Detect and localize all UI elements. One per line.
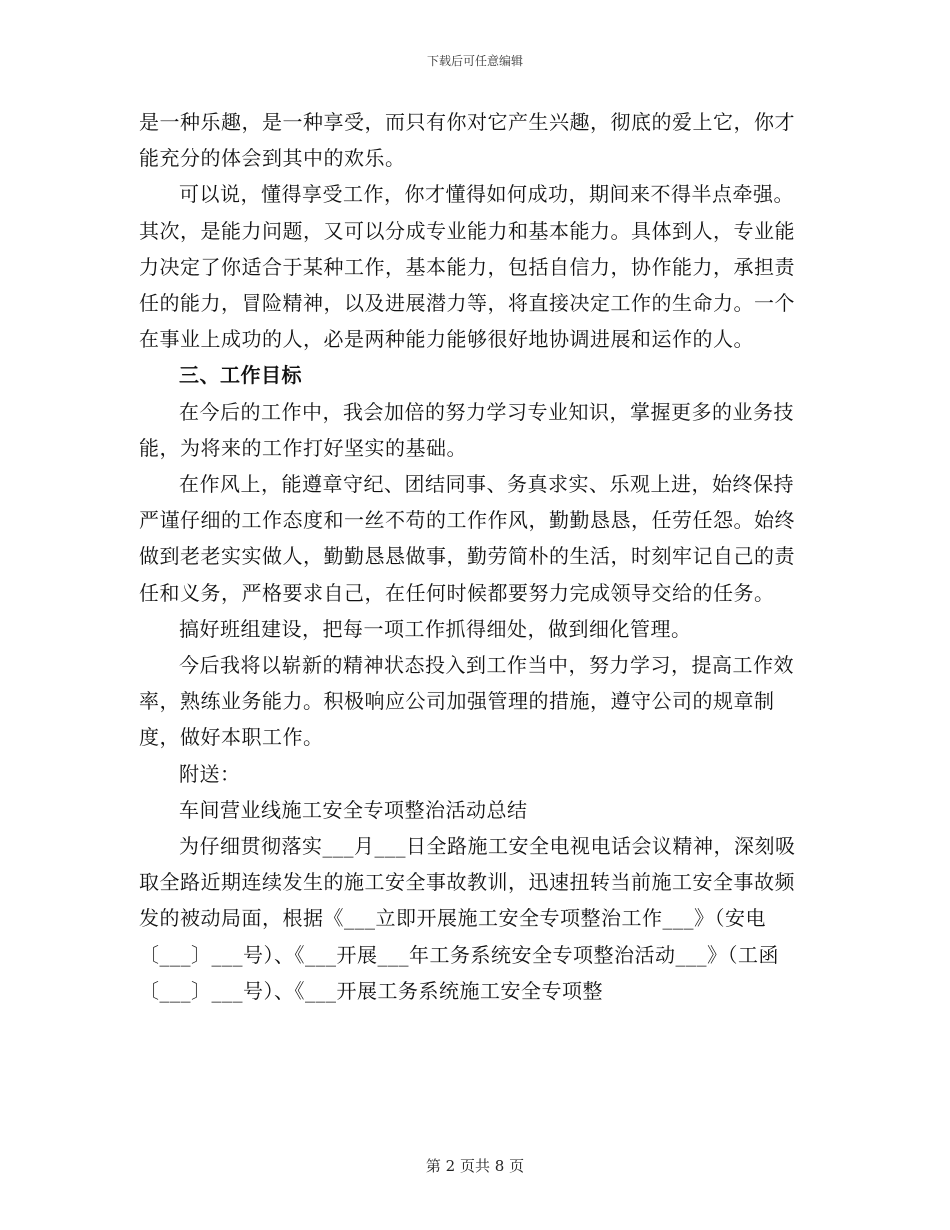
paragraph-5: 搞好班组建设，把每一项工作抓得细处，做到细化管理。 (179, 616, 692, 641)
paragraph-8: 车间营业线施工安全专项整治活动总结 (179, 797, 528, 822)
page-header: 下载后可任意编辑 (426, 54, 523, 68)
paragraph-2: 可以说，懂得享受工作，你才懂得如何成功，期间来不得半点牵强。其次，是能力问题，又可以分成专业能力和基本能力。具体到人，专业能力决定了你适合于某种工作，基本能力，包括自信力，协作能力，承担责任的能力，冒险精神，以及进展潜力等，将直接决定工作的生命力。一个在事业上成功的人，必是两种能力能够很好地协调进展和运作的人。 (139, 182, 795, 352)
section-heading: 三、工作目标 (179, 363, 302, 388)
page-footer: 第 2 页共 8 页 (425, 1157, 525, 1175)
paragraph-4: 在作风上，能遵章守纪、团结同事、务真求实、乐观上进，始终保持严谨仔细的工作态度和一丝不苟的工作作风，勤勤恳恳，任劳任怨。始终做到老老实实做人，勤勤恳恳做事，勤劳简朴的生活，时刻牢记自己的责任和义务，严格要求自己，在任何时候都要努力完成领导交给的任务。 (139, 472, 795, 605)
document-body (139, 104, 809, 1009)
paragraph-7: 附送： (179, 761, 241, 786)
paragraph-1: 是一种乐趣，是一种享受，而只有你对它产生兴趣，彻底的爱上它，你才能充分的体会到其中的欢乐。 (139, 110, 795, 171)
paragraph-3: 在今后的工作中，我会加倍的努力学习专业知识，掌握更多的业务技能，为将来的工作打好坚实的基础。 (139, 399, 794, 460)
paragraph-9: 为仔细贯彻落实___月___日全路施工安全电视电话会议精神，深刻吸取全路近期连续发生的施工安全事故教训，迅速扭转当前施工安全事故频发的被动局面，根据《___立即开展施工安全专项整治工作___》（安电〔___〕___号）、《___开展___年工务系统安全专项整治活动___》（工函〔___〕___号）、《___开展工务系统施工安全专项整 (139, 834, 796, 1003)
paragraph-6: 今后我将以崭新的精神状态投入到工作当中，努力学习，提高工作效率，熟练业务能力。积极响应公司加强管理的措施，遵守公司的规章制度，做好本职工作。 (139, 653, 794, 750)
